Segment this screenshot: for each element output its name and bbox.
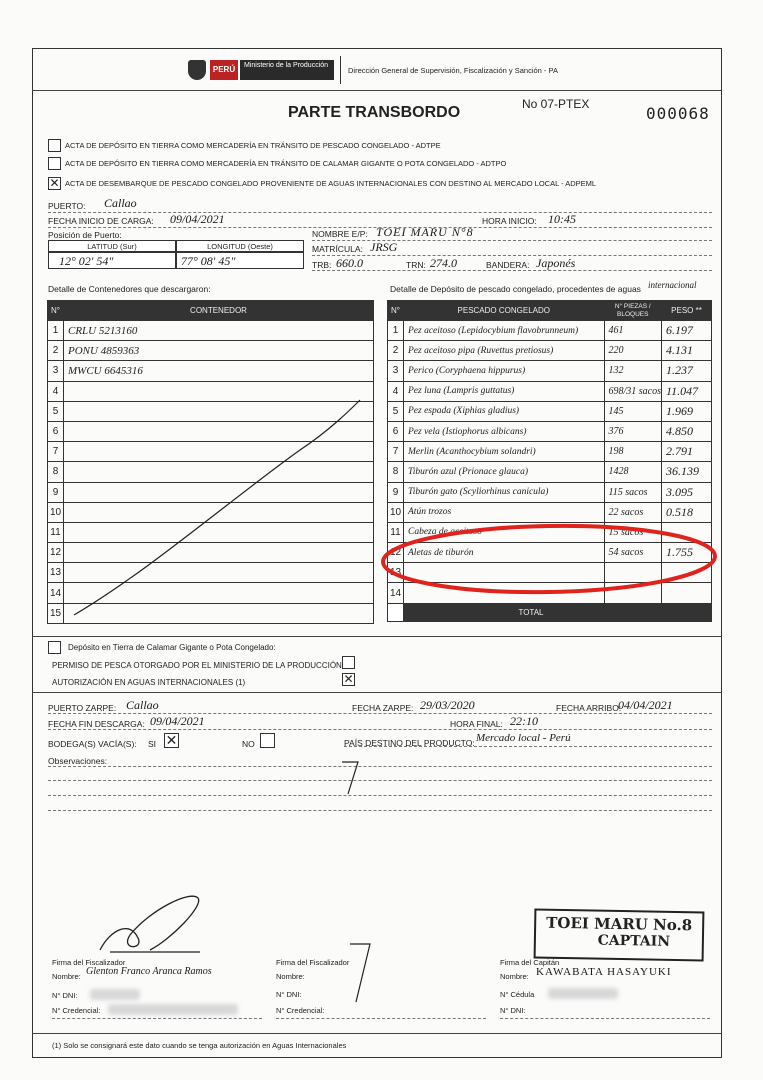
fish-name: Aletas de tiburón bbox=[404, 543, 605, 563]
matricula-line bbox=[312, 255, 712, 256]
containers-col-name: CONTENEDOR bbox=[64, 301, 374, 321]
act-adtpo-label: ACTA DE DEPÓSITO EN TIERRA COMO MERCADERÍA EN TRÁNSITO DE CALAMAR GIGANTE O POTA CONGELADO - ADTPO bbox=[65, 159, 507, 168]
fecha-zarpe-label: FECHA ZARPE: bbox=[352, 703, 414, 713]
trb-line bbox=[312, 270, 712, 271]
container-row bbox=[48, 341, 374, 361]
page-title: PARTE TRANSBORDO bbox=[288, 104, 461, 121]
deposit-row-number: 13 bbox=[388, 563, 404, 583]
act-adpeml-checkbox[interactable]: ✕ bbox=[49, 176, 60, 190]
container-row-number: 14 bbox=[48, 583, 64, 603]
fish-weight: 6.197 bbox=[662, 321, 712, 341]
puerto-value: Callao bbox=[104, 196, 137, 210]
matricula-value: JRSG bbox=[370, 240, 398, 254]
container-row-number: 6 bbox=[48, 421, 64, 441]
highlight-ellipse bbox=[382, 523, 715, 595]
nombre-label: NOMBRE E/P: bbox=[312, 229, 368, 239]
autorizacion-checkbox[interactable]: ✕ bbox=[343, 672, 354, 686]
observaciones-label: Observaciones: bbox=[48, 756, 108, 766]
deposit-col-n: N° bbox=[388, 301, 404, 321]
deposit-row-number: 4 bbox=[388, 381, 404, 401]
deposit-row-number: 5 bbox=[388, 401, 404, 421]
deposit-row bbox=[388, 361, 712, 381]
act-adtpe-checkbox[interactable] bbox=[48, 139, 61, 152]
deposit-col-pieces: N° PIEZAS / BLOQUES bbox=[604, 301, 662, 321]
pais-value: Mercado local - Perú bbox=[476, 732, 571, 744]
trb-label: TRB: bbox=[312, 260, 332, 270]
deposit-row bbox=[388, 341, 712, 361]
fish-name: Pez espada (Xiphias gladius) bbox=[404, 401, 605, 421]
bandera-label: BANDERA: bbox=[486, 260, 530, 270]
deposit-row-number: 14 bbox=[388, 583, 404, 603]
sig1-nombre-value: Glenton Franco Aranca Ramos bbox=[86, 966, 212, 977]
puerto-zarpe-label: PUERTO ZARPE: bbox=[48, 703, 117, 713]
fecha-fin-value: 09/04/2021 bbox=[150, 714, 205, 728]
deposit-row bbox=[388, 401, 712, 421]
squid-deposit-checkbox[interactable] bbox=[48, 641, 61, 654]
obs-mark bbox=[340, 758, 364, 798]
container-row-number: 15 bbox=[48, 603, 64, 623]
bodegas-no-checkbox[interactable] bbox=[260, 733, 275, 748]
deposit-row bbox=[388, 462, 712, 482]
sig1-dni-redacted bbox=[90, 989, 140, 1000]
hora-final-label: HORA FINAL: bbox=[450, 719, 503, 729]
form-code: No 07-PTEX bbox=[522, 97, 590, 111]
cross-out-line bbox=[60, 390, 370, 620]
bodegas-si-checkbox[interactable]: ✕ bbox=[165, 732, 178, 748]
obs-line-1 bbox=[48, 766, 712, 767]
cross-out-stroke bbox=[74, 400, 360, 615]
permiso-checkbox[interactable] bbox=[342, 656, 355, 669]
deposit-row bbox=[388, 482, 712, 502]
longitud-box bbox=[176, 252, 304, 269]
sig3-cedula-redacted bbox=[548, 988, 618, 999]
deposit-row-number: 1 bbox=[388, 321, 404, 341]
fish-weight: 11.047 bbox=[662, 381, 712, 401]
fecha-arribo-value: 04/04/2021 bbox=[618, 698, 673, 712]
deposit-row bbox=[388, 381, 712, 401]
no-label: NO bbox=[242, 739, 255, 749]
fish-name: Tiburón gato (Scyliorhinus canicula) bbox=[404, 482, 605, 502]
footnote-rule bbox=[32, 1033, 722, 1034]
signature-1-stroke bbox=[100, 896, 200, 952]
fish-weight: 2.791 bbox=[662, 442, 712, 462]
total-weight bbox=[662, 603, 712, 621]
deposit-col-fish: PESCADO CONGELADO bbox=[404, 301, 605, 321]
containers-col-n: N° bbox=[48, 301, 64, 321]
sig1-cred-label: N° Credencial: bbox=[52, 1006, 101, 1015]
captain-stamp bbox=[534, 909, 705, 962]
longitud-label: LONGITUD (Oeste) bbox=[207, 242, 273, 251]
fish-pieces: 698/31 sacos bbox=[604, 381, 662, 401]
sig2-cred-label: N° Credencial: bbox=[276, 1006, 325, 1015]
sig3-nombre-label: Nombre: bbox=[500, 972, 529, 981]
longitud-header bbox=[176, 240, 304, 252]
container-row bbox=[48, 321, 374, 341]
permiso-label: PERMISO DE PESCA OTORGADO POR EL MINISTERIO DE LA PRODUCCIÓN bbox=[52, 661, 342, 670]
fish-name: Atún trozos bbox=[404, 502, 605, 522]
fish-name: Merlin (Acanthocybium solandri) bbox=[404, 442, 605, 462]
sig3-dni-label: N° DNI: bbox=[500, 1006, 526, 1015]
trn-label: TRN: bbox=[406, 260, 426, 270]
trn-value: 274.0 bbox=[430, 256, 457, 270]
container-row-number: 2 bbox=[48, 341, 64, 361]
deposit-title: Detalle de Depósito de pescado congelado, procedentes de aguas bbox=[390, 284, 641, 294]
latitud-box bbox=[48, 252, 176, 269]
sig3-firma-label: Firma del Capitán bbox=[500, 958, 560, 967]
puerto-line bbox=[48, 212, 712, 213]
fish-pieces: 1428 bbox=[604, 462, 662, 482]
fish-weight: 1.755 bbox=[662, 543, 712, 563]
hora-inicio-label: HORA INICIO: bbox=[482, 216, 537, 226]
hora-inicio-value: 10:45 bbox=[548, 212, 576, 226]
sig3-cedula-label: N° Cédula bbox=[500, 990, 535, 999]
fish-pieces: 54 sacos bbox=[604, 543, 662, 563]
deposit-row-number: 9 bbox=[388, 482, 404, 502]
nombre-value: TOEI MARU N°8 bbox=[376, 225, 474, 239]
total-spacer bbox=[388, 603, 404, 621]
deposit-col-weight: PESO ** bbox=[662, 301, 712, 321]
sig2-dni-label: N° DNI: bbox=[276, 990, 302, 999]
signature-1-drawing bbox=[80, 890, 210, 960]
deposit-row-number: 7 bbox=[388, 442, 404, 462]
container-row-number: 5 bbox=[48, 401, 64, 421]
deposit-row bbox=[388, 442, 712, 462]
sig3-line bbox=[500, 1018, 710, 1019]
fish-weight: 3.095 bbox=[662, 482, 712, 502]
fish-weight: 36.139 bbox=[662, 462, 712, 482]
matricula-label: MATRÍCULA: bbox=[312, 244, 363, 254]
pais-label: PAÍS DESTINO DEL PRODUCTO: bbox=[344, 738, 475, 748]
fish-pieces: 461 bbox=[604, 321, 662, 341]
fish-pieces: 15 sacos bbox=[604, 522, 662, 542]
fish-pieces: 22 sacos bbox=[604, 502, 662, 522]
fish-weight: 1.237 bbox=[662, 361, 712, 381]
squid-rule bbox=[32, 636, 722, 637]
sig2-firma-label: Firma del Fiscalizador bbox=[276, 958, 350, 967]
container-row-number: 4 bbox=[48, 381, 64, 401]
fish-name: Cabeza de aceitoso bbox=[404, 522, 605, 542]
fish-weight: 4.131 bbox=[662, 341, 712, 361]
container-row-number: 12 bbox=[48, 543, 64, 563]
fecha-inicio-label: FECHA INICIO DE CARGA: bbox=[48, 216, 154, 226]
logo-country: PERÚ bbox=[210, 60, 238, 80]
header-divider bbox=[340, 56, 341, 84]
deposit-row-number: 10 bbox=[388, 502, 404, 522]
puerto-zarpe-value: Callao bbox=[126, 698, 159, 712]
deposit-row bbox=[388, 321, 712, 341]
sig2-nombre-label: Nombre: bbox=[276, 972, 305, 981]
logo-ministry: Ministerio de la Producción bbox=[240, 60, 334, 80]
stamp-line-2: CAPTAIN bbox=[597, 932, 671, 950]
squid-deposit-label: Depósito en Tierra de Calamar Gigante o Pota Congelado: bbox=[68, 643, 276, 652]
sig2-mark bbox=[346, 940, 376, 1006]
longitud-value: 77° 08' 45" bbox=[181, 254, 236, 268]
fish-weight: 1.969 bbox=[662, 401, 712, 421]
fish-name: Pez aceitoso pipa (Ruvettus pretiosus) bbox=[404, 341, 605, 361]
container-row-number: 13 bbox=[48, 563, 64, 583]
sig3-nombre-value: KAWABATA HASAYUKI bbox=[536, 966, 672, 978]
total-label: TOTAL bbox=[404, 603, 605, 621]
sig1-nombre-label: Nombre: bbox=[52, 972, 81, 981]
highlight-circle bbox=[378, 520, 720, 598]
deposit-row bbox=[388, 421, 712, 441]
zarpe-line bbox=[48, 713, 712, 714]
deposit-row-number: 12 bbox=[388, 543, 404, 563]
act-adpeml-label: ACTA DE DESEMBARQUE DE PESCADO CONGELADO PROVENIENTE DE AGUAS INTERNACIONALES CON DESTINO AL MERCADO LOCAL - ADPEML bbox=[65, 179, 597, 188]
shield-icon bbox=[188, 60, 206, 80]
container-row bbox=[48, 361, 374, 381]
container-row-number: 3 bbox=[48, 361, 64, 381]
container-row-number: 10 bbox=[48, 502, 64, 522]
footnote: (1) Solo se consignará este dato cuando se tenga autorización en Aguas Internacionales bbox=[52, 1041, 347, 1050]
container-row-number: 1 bbox=[48, 321, 64, 341]
fish-name: Pez aceitoso (Lepidocybium flavobrunneum) bbox=[404, 321, 605, 341]
deposit-row-number: 8 bbox=[388, 462, 404, 482]
total-pieces bbox=[604, 603, 662, 621]
fecha-arribo-label: FECHA ARRIBO: bbox=[556, 703, 622, 713]
sig1-dni-label: N° DNI: bbox=[52, 991, 78, 1000]
serial-number: 000068 bbox=[646, 104, 710, 123]
autorizacion-label: AUTORIZACIÓN EN AGUAS INTERNACIONALES (1) bbox=[52, 678, 246, 687]
fecha-inicio-value: 09/04/2021 bbox=[170, 212, 225, 226]
latitud-header bbox=[48, 240, 176, 252]
fish-pieces: 198 bbox=[604, 442, 662, 462]
sig2-line bbox=[276, 1018, 486, 1019]
latitud-value: 12° 02' 54" bbox=[59, 254, 114, 268]
container-row-number: 8 bbox=[48, 462, 64, 482]
deposit-row-number: 2 bbox=[388, 341, 404, 361]
sig1-line bbox=[52, 1018, 262, 1019]
fecha-fin-line bbox=[48, 729, 712, 730]
bodegas-label: BODEGA(S) VACÍA(S): bbox=[48, 739, 137, 749]
latitud-label: LATITUD (Sur) bbox=[87, 242, 137, 251]
fish-weight: 0.518 bbox=[662, 502, 712, 522]
si-label: SI bbox=[148, 739, 157, 749]
hora-final-value: 22:10 bbox=[510, 714, 538, 728]
trb-value: 660.0 bbox=[336, 256, 363, 270]
fish-pieces: 145 bbox=[604, 401, 662, 421]
obs-line-3 bbox=[48, 795, 712, 796]
header-rule bbox=[32, 90, 722, 91]
fish-name: Pez vela (Istiophorus albicans) bbox=[404, 421, 605, 441]
obs-line-2 bbox=[48, 780, 712, 781]
fish-name: Perico (Coryphaena hippurus) bbox=[404, 361, 605, 381]
obs-mark-stroke bbox=[342, 762, 358, 794]
fish-weight: 4.850 bbox=[662, 421, 712, 441]
obs-line-4 bbox=[48, 810, 712, 811]
fecha-zarpe-value: 29/03/2020 bbox=[420, 698, 475, 712]
zarpe-rule bbox=[32, 692, 722, 693]
act-adtpe-label: ACTA DE DEPÓSITO EN TIERRA COMO MERCADERÍA EN TRÁNSITO DE PESCADO CONGELADO - ADTPE bbox=[65, 141, 441, 150]
fish-pieces: 376 bbox=[604, 421, 662, 441]
ministry-logo bbox=[188, 58, 334, 82]
stamp-line-1: TOEI MARU No.8 bbox=[546, 913, 693, 935]
fish-pieces: 132 bbox=[604, 361, 662, 381]
sig1-cred-redacted bbox=[108, 1004, 238, 1015]
container-row-number: 9 bbox=[48, 482, 64, 502]
directorate: Dirección General de Supervisión, Fiscalización y Sanción - PA bbox=[348, 66, 558, 75]
deposit-title-hand: internacional bbox=[648, 280, 697, 290]
container-id: CRLU 5213160 bbox=[64, 321, 374, 341]
container-row-number: 7 bbox=[48, 442, 64, 462]
deposit-row-number: 3 bbox=[388, 361, 404, 381]
sig1-firma-label: Firma del Fiscalizador bbox=[52, 958, 126, 967]
puerto-label: PUERTO: bbox=[48, 201, 86, 211]
deposit-row-number: 6 bbox=[388, 421, 404, 441]
fecha-fin-label: FECHA FIN DESCARGA: bbox=[48, 719, 145, 729]
container-row-number: 11 bbox=[48, 522, 64, 542]
posicion-label: Posición de Puerto: bbox=[48, 230, 122, 240]
fish-pieces: 220 bbox=[604, 341, 662, 361]
fish-name: Tiburón azul (Prionace glauca) bbox=[404, 462, 605, 482]
bandera-value: Japonés bbox=[536, 256, 576, 270]
sig2-mark-stroke bbox=[350, 944, 370, 1002]
container-id: MWCU 6645316 bbox=[64, 361, 374, 381]
deposit-row-number: 11 bbox=[388, 522, 404, 542]
container-id: PONU 4859363 bbox=[64, 341, 374, 361]
fish-pieces: 115 sacos bbox=[604, 482, 662, 502]
act-adtpo-checkbox[interactable] bbox=[48, 157, 61, 170]
containers-title: Detalle de Contenedores que descargaron: bbox=[48, 284, 211, 294]
fish-name: Pez luna (Lampris guttatus) bbox=[404, 381, 605, 401]
pais-line bbox=[344, 746, 712, 747]
